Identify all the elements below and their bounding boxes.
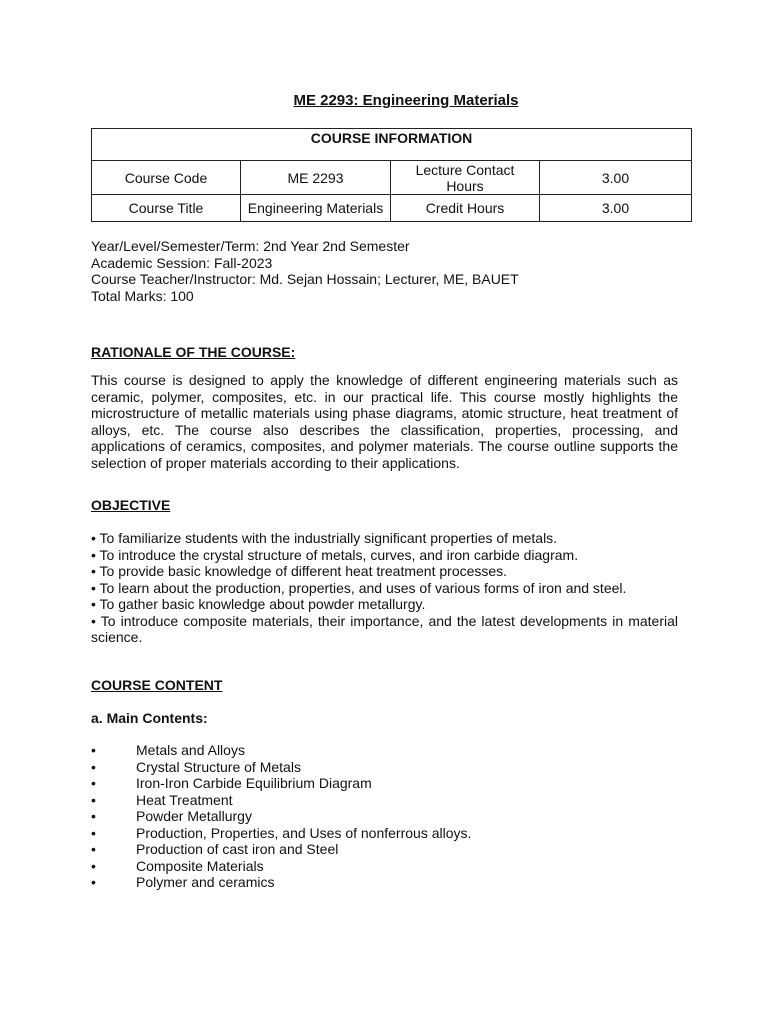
table-cell: Engineering Materials [241,195,391,222]
list-item-text: Metals and Alloys [136,742,245,758]
bullet: • [91,758,96,775]
table-header-row [92,129,692,161]
bullet: • [91,874,96,890]
bullet: • [91,791,96,808]
bullet: • [91,742,96,758]
list-item [91,808,678,825]
list-item [91,742,678,759]
list-item: • To gather basic knowledge about powder metallurgy. [91,596,426,612]
table-cell: ME 2293 [241,161,391,195]
list-item-text: Production, Properties, and Uses of nonferrous alloys. [136,824,472,841]
course-teacher: Course Teacher/Instructor: Md. Sejan Hossain; Lecturer, ME, BAUET [91,271,519,287]
list-item-text: Heat Treatment [136,791,233,808]
list-item: • To provide basic knowledge of different heat treatment processes. [91,563,508,579]
table-cell: Course Code [92,161,241,195]
bullet: • [91,857,96,874]
course-content-heading: COURSE CONTENT [91,677,223,693]
objective-list [91,530,678,646]
rationale-heading: RATIONALE OF THE COURSE: [91,344,296,360]
table-row [92,195,692,222]
list-item: • To introduce composite materials, their importance, and the latest developments in material science. [91,612,678,645]
list-item [91,841,678,858]
page-title: ME 2293: Engineering Materials [293,92,519,109]
table-cell: Credit Hours [391,195,540,222]
bullet: • [91,775,96,791]
academic-session: Academic Session: Fall-2023 [91,254,273,271]
main-contents-list [91,742,678,891]
list-item [91,759,678,776]
list-item [91,825,678,842]
bullet: • [91,824,96,841]
table-cell: Lecture Contact Hours [391,161,540,195]
list-item-text: Polymer and ceramics [136,874,275,890]
objective-heading: OBJECTIVE [91,497,171,513]
list-item: • To learn about the production, properties, and uses of various forms of iron and steel. [91,579,627,596]
table-row [92,161,692,195]
rationale-text: This course is designed to apply the knowledge of different engineering materials such as ceramic, polymer, composites, etc. in our practical life. This course mostly highlights the microstructure of metallic materials using phase diagrams, atomic structure, heat treatment of alloys, etc. The course also describes the classification, properties, processing, and applications of ceramics, composites, and polymer materials. The course outline supports the selection of proper materials according to their applications. [91,372,678,471]
list-item-text: Iron-Iron Carbide Equilibrium Diagram [136,775,372,791]
bullet: • [91,841,96,857]
main-contents-subheading: a. Main Contents: [91,710,208,726]
list-item-text: Crystal Structure of Metals [136,758,301,775]
total-marks: Total Marks: 100 [91,287,194,304]
list-item [91,792,678,809]
list-item [91,874,678,891]
course-meta [91,238,678,304]
list-item: • To familiarize students with the industrially significant properties of metals. [91,530,558,546]
bullet: • [91,808,96,824]
table-cell: 3.00 [540,161,692,195]
list-item-text: Production of cast iron and Steel [136,841,339,857]
list-item: • To introduce the crystal structure of metals, curves, and iron carbide diagram. [91,546,579,563]
course-information-table [91,128,692,222]
table-cell: 3.00 [540,195,692,222]
list-item-text: Powder Metallurgy [136,808,252,824]
list-item-text: Composite Materials [136,857,264,874]
year-level: Year/Level/Semester/Term: 2nd Year 2nd Semester [91,238,410,254]
list-item [91,775,678,792]
table-cell: Course Title [92,195,241,222]
table-header: COURSE INFORMATION [92,129,692,161]
list-item [91,858,678,875]
